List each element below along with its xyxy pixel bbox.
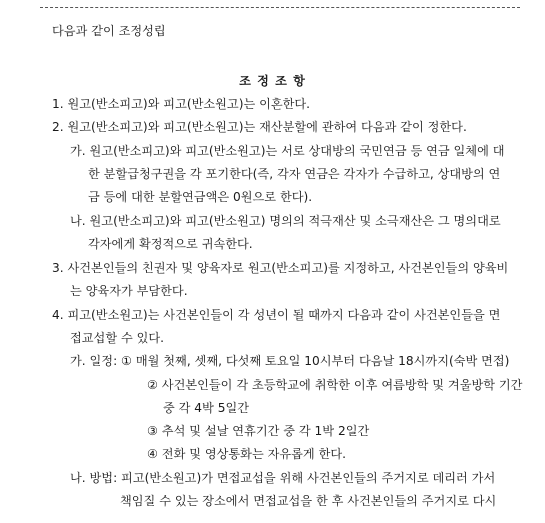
clause-4a-line-4: ③ 추석 및 설날 연휴기간 중 각 1박 2일간 [147,424,370,438]
clause-4a-line-2: ② 사건본인들이 각 초등학교에 취학한 이후 여름방학 및 겨울방학 기간 [147,378,523,392]
clause-2b-line-1: 나. 원고(반소피고)와 피고(반소원고) 명의의 적극재산 및 소극재산은 그 명의대로 [70,214,501,228]
clause-4b-line-2: 책임질 수 있는 장소에서 면접교섭을 한 후 사건본인들의 주거지로 다시 [120,494,497,508]
clause-2a-line-1: 가. 원고(반소피고)와 피고(반소원고)는 서로 상대방의 국민연금 등 연금 일체에 대 [70,144,505,158]
clause-4-line-2: 접교섭할 수 있다. [70,331,165,345]
clause-4a-line-1: 가. 일정: ① 매월 첫째, 셋째, 다섯째 토요일 10시부터 다음날 18시까지(숙박 면접) [70,354,510,368]
top-dashed-rule [40,7,520,8]
clause-2: 2. 원고(반소피고)와 피고(반소원고)는 재산분할에 관하여 다음과 같이 정한다. [52,120,467,134]
clause-2a-line-3: 금 등에 대한 분할연금액은 0원으로 한다). [88,190,313,204]
clause-2b-line-2: 각자에게 확정적으로 귀속한다. [88,237,253,251]
clause-1: 1. 원고(반소피고)와 피고(반소원고)는 이혼한다. [52,97,311,111]
clause-4b-line-1: 나. 방법: 피고(반소원고)가 면접교섭을 위해 사건본인들의 주거지로 데리러 가서 [70,471,496,485]
clause-3-line-2: 는 양육자가 부담한다. [70,284,188,298]
intro-text: 다음과 같이 조정성립 [52,24,166,38]
clause-4a-line-5: ④ 전화 및 영상통화는 자유롭게 한다. [147,447,346,461]
clause-3-line-1: 3. 사건본인들의 친권자 및 양육자로 원고(반소피고)를 지정하고, 사건본인들의 양육비 [52,261,509,275]
clause-4-line-1: 4. 피고(반소원고)는 사건본인들이 각 성년이 될 때까지 다음과 같이 사건본인들을 면 [52,308,501,322]
clause-2a-line-2: 한 분할급청구권을 각 포기한다(즉, 각자 연금은 각자가 수급하고, 상대방의 연 [88,167,501,181]
clause-4a-line-3: 중 각 4박 5일간 [163,401,249,415]
section-title: 조 정 조 항 [239,74,306,88]
